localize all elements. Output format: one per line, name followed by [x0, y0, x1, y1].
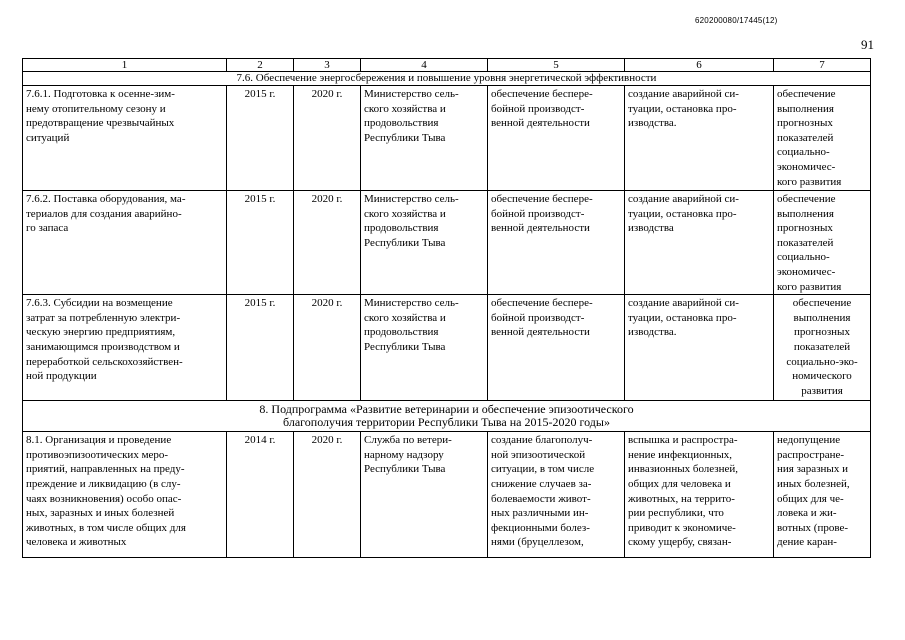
column-number: 5: [488, 59, 625, 72]
measures-table: [22, 58, 871, 558]
measure-name: 7.6.1. Подготовка к осенне-зим- нему отопительному сезону и предотвращение чрезвычайных ситуаций: [23, 86, 227, 191]
indicator-link: обеспечение выполнения прогнозных показателей социально- экономичес- кого развития: [774, 191, 871, 295]
responsible-executor: Министерство сель- ского хозяйства и продовольствия Республики Тыва: [361, 295, 488, 401]
table-row: [23, 295, 871, 401]
responsible-executor: Министерство сель- ского хозяйства и продовольствия Республики Тыва: [361, 191, 488, 295]
column-number: 3: [294, 59, 361, 72]
non-implementation-consequence: создание аварийной си- туации, остановка про- изводства.: [625, 86, 774, 191]
measure-name: 7.6.2. Поставка оборудования, ма- териалов для создания аварийно- го запаса: [23, 191, 227, 295]
column-number: 1: [23, 59, 227, 72]
table-row: [23, 191, 871, 295]
non-implementation-consequence: вспышка и распростра- нение инфекционных, инвазионных болезней, общих для человека и животных, на террито- рии республики, что приводит к экономиче- скому ущербу, связан-: [625, 432, 774, 558]
subprogram-8-title: 8. Подпрограмма «Развитие ветеринарии и обеспечение эпизоотического благополучия территории Республики Тыва на 2015-2020 годы»: [23, 401, 871, 432]
expected-result: обеспечение беспере- бойной производст- венной деятельности: [488, 295, 625, 401]
start-year: 2015 г.: [227, 86, 294, 191]
responsible-executor: Служба по ветери- нарному надзору Республики Тыва: [361, 432, 488, 558]
end-year: 2020 г.: [294, 191, 361, 295]
column-number: 4: [361, 59, 488, 72]
indicator-link: обеспечение выполнения прогнозных показателей социально- экономичес- кого развития: [774, 86, 871, 191]
responsible-executor: Министерство сель- ского хозяйства и продовольствия Республики Тыва: [361, 86, 488, 191]
expected-result: создание благополуч- ной эпизоотической ситуации, в том числе снижение случаев за- болеваемости живот- ных различными ин- фекционными болез- нями (бруцеллезом,: [488, 432, 625, 558]
column-number: 7: [774, 59, 871, 72]
measure-name: 7.6.3. Субсидии на возмещение затрат за потребленную электри- ческую энергию предприятиям, занимающимся производством и переработкой сельскохозяйствен- ной продукции: [23, 295, 227, 401]
table-row: [23, 86, 871, 191]
page-number: 91: [861, 37, 874, 52]
section-heading-row: [23, 72, 871, 86]
expected-result: обеспечение беспере- бойной производст- венной деятельности: [488, 86, 625, 191]
indicator-link: обеспечение выполнения прогнозных показателей социально-эко- номического развития: [774, 295, 871, 401]
start-year: 2014 г.: [227, 432, 294, 558]
column-number-row: [23, 59, 871, 72]
column-number: 2: [227, 59, 294, 72]
indicator-link: недопущение распростране- ния заразных и иных болезней, общих для че- ловека и жи- вотных (прове- дение каран-: [774, 432, 871, 558]
table-row: [23, 432, 871, 558]
start-year: 2015 г.: [227, 191, 294, 295]
start-year: 2015 г.: [227, 295, 294, 401]
end-year: 2020 г.: [294, 295, 361, 401]
section-7-6-title: 7.6. Обеспечение энергосбережения и повышение уровня энергетической эффективности: [23, 72, 871, 86]
expected-result: обеспечение беспере- бойной производст- венной деятельности: [488, 191, 625, 295]
non-implementation-consequence: создание аварийной си- туации, остановка про- изводства.: [625, 295, 774, 401]
non-implementation-consequence: создание аварийной си- туации, остановка про- изводства: [625, 191, 774, 295]
column-number: 6: [625, 59, 774, 72]
subprogram-heading-row: [23, 401, 871, 432]
end-year: 2020 г.: [294, 86, 361, 191]
measure-name: 8.1. Организация и проведение противоэпизоотических меро- приятий, направленных на преду- преждение и ликвидацию (в слу- чаях возникновения) особо опас- ных, заразных и иных болезней животных, в том числе общих для человека и животных: [23, 432, 227, 558]
document-code: 620200080/17445(12): [695, 16, 778, 25]
end-year: 2020 г.: [294, 432, 361, 558]
